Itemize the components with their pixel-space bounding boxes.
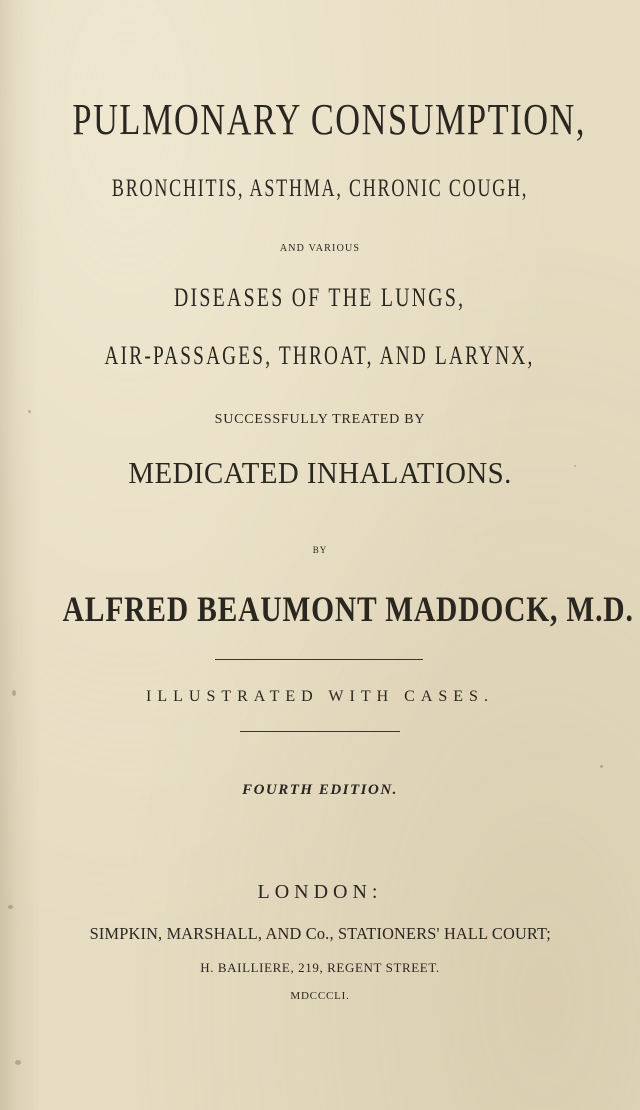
foxing-speck <box>8 905 13 909</box>
book-title: PULMONARY CONSUMPTION, <box>72 95 587 144</box>
publisher-line: SIMPKIN, MARSHALL, AND Co., STATIONERS' HALL COURT; <box>89 924 551 943</box>
bottom-rule-divider <box>240 731 400 732</box>
foxing-speck <box>12 690 16 696</box>
foxing-speck <box>574 465 576 467</box>
foxing-speck <box>15 1060 21 1065</box>
successfully-treated-text: SUCCESSFULLY TREATED BY <box>214 412 426 427</box>
book-subtitle: BRONCHITIS, ASTHMA, CHRONIC COUGH, <box>111 175 529 202</box>
diseases-heading: DISEASES OF THE LUNGS, <box>174 283 466 312</box>
top-rule-divider <box>215 659 423 660</box>
edition-text: FOURTH EDITION. <box>242 782 398 798</box>
air-passages-heading: AIR-PASSAGES, THROAT, AND LARYNX, <box>105 341 535 370</box>
bookseller-line: H. BAILLIERE, 219, REGENT STREET. <box>200 960 440 975</box>
by-text: BY <box>312 545 328 555</box>
author-name: ALFRED BEAUMONT MADDOCK, M.D. <box>62 589 634 629</box>
medicated-inhalations-heading: MEDICATED INHALATIONS. <box>128 455 512 490</box>
publication-city: LONDON: <box>257 881 383 903</box>
foxing-speck <box>28 410 31 413</box>
publication-date: MDCCCLI. <box>290 990 350 1002</box>
foxing-speck <box>600 765 603 768</box>
and-various-text: AND VARIOUS <box>279 243 361 254</box>
illustrated-with-cases-text: ILLUSTRATED WITH CASES. <box>146 688 494 705</box>
